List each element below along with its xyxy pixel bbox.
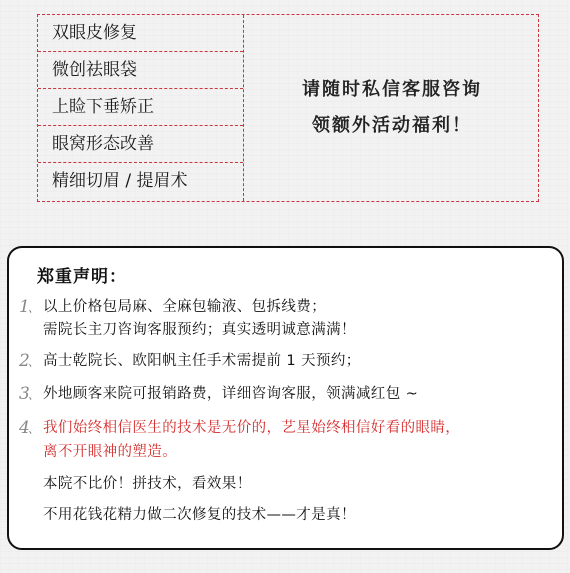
disclaimer-item-1-line-1: 以上价格包局麻、全麻包输液、包拆线费； [43,299,327,315]
disclaimer-item-4-line-2: 离不开眼神的塑造。 [43,444,178,460]
service-item-eyebrow-lift: 精细切眉 / 提眉术 [52,171,188,191]
number-2-icon: 2、 [19,351,40,371]
disclaimer-item-4-line-4: 不用花钱花精力做二次修复的技术——才是真！ [43,507,356,523]
disclaimer-item-3-line-1: 外地顾客来院可报销路费，详细咨询客服，领满减红包 ~ [43,386,419,402]
number-3-icon: 3、 [19,384,40,404]
service-item-ptosis-correction: 上睑下垂矫正 [38,89,243,126]
disclaimer-box [7,246,564,550]
services-list [38,15,244,201]
service-item-eye-bag-removal: 微创祛眼袋 [38,52,243,89]
promo-line-consult: 请随时私信客服咨询 [302,79,482,100]
number-4-icon: 4、 [19,418,40,438]
disclaimer-item-1-line-2: 需院长主刀咨询客服预约；真实透明诚意满满！ [43,322,356,338]
disclaimer-item-2-line-1: 高士乾院长、欧阳帆主任手术需提前 1 天预约； [43,353,361,369]
service-item-eye-socket-improvement: 眼窝形态改善 [38,126,243,163]
promo-text [244,15,540,201]
disclaimer-item-4-line-1: 我们始终相信医生的技术是无价的，艺星始终相信好看的眼睛， [43,420,461,436]
promo-line-benefits: 领额外活动福利！ [312,115,472,136]
disclaimer-item-4-line-3: 本院不比价！拼技术，看效果！ [43,476,252,492]
service-item-double-eyelid-repair: 双眼皮修复 [38,15,243,52]
services-table [37,14,539,202]
number-1-icon: 1、 [19,297,40,317]
disclaimer-title: 郑重声明： [37,267,127,287]
